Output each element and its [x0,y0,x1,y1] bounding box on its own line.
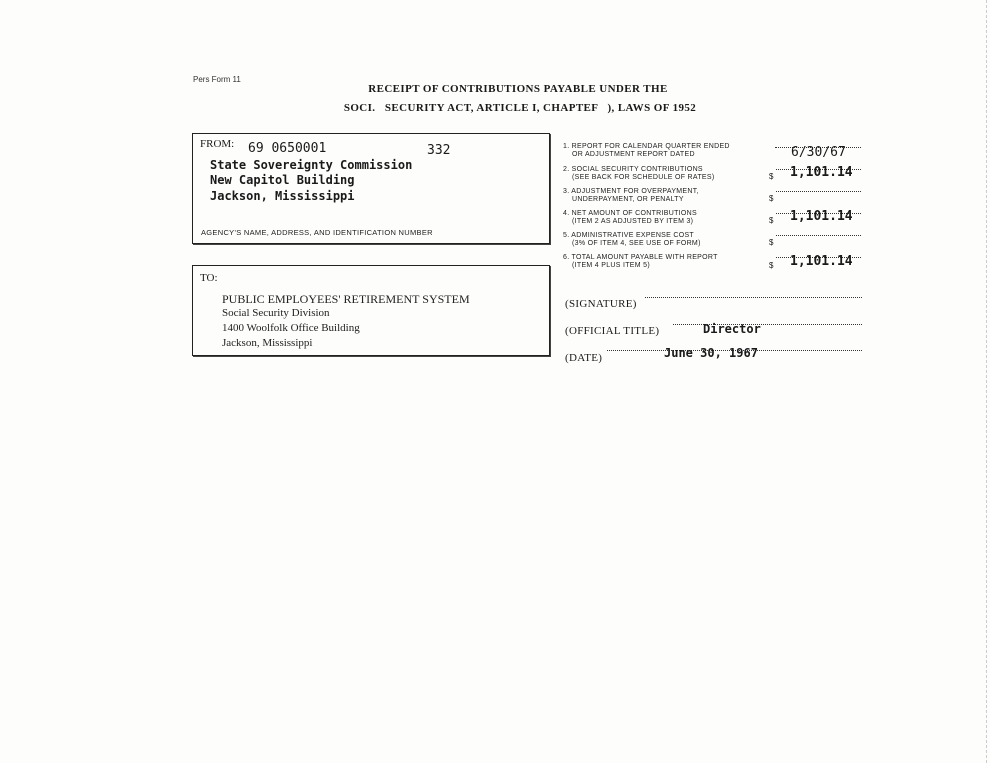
form-number: Pers Form 11 [193,75,241,84]
item-3-label: 3. ADJUSTMENT FOR OVERPAYMENT, UNDERPAYMENT, OR PENALTY [563,188,699,203]
item-4-label: 4. NET AMOUNT OF CONTRIBUTIONS (ITEM 2 AS ADJUSTED BY ITEM 3) [563,210,697,225]
official-title-value: Director [703,322,761,336]
item-4-dollar: $ [769,216,774,225]
agency-address-line2: Jackson, Mississippi [210,189,355,203]
item-6-value: 1,101.14 [790,254,853,269]
to-line4: Jackson, Mississippi [222,337,313,349]
official-title-label: (OFFICIAL TITLE) [565,325,660,337]
item-3-dollar: $ [769,194,774,203]
agency-address-line1: New Capitol Building [210,173,355,187]
form-title-line2: SOCI. SECURITY ACT, ARTICLE I, CHAPTEF ), LAWS OF 1952 [343,102,697,114]
item-3-line [776,191,861,192]
item-1-value: 6/30/67 [791,145,846,160]
to-line2: Social Security Division [222,307,330,319]
item-5-line [776,235,861,236]
item-4-value: 1,101.14 [790,209,853,224]
agency-id-number: 69 0650001 [248,141,327,156]
date-label: (DATE) [565,352,603,364]
item-2-value: 1,101.14 [790,165,853,180]
item-2-dollar: $ [769,172,774,181]
page-edge [986,0,990,763]
signature-label: (SIGNATURE) [565,298,637,310]
date-value: June 30, 1967 [664,346,758,360]
from-label: FROM: [200,138,235,150]
agency-name: State Sovereignty Commission [210,158,413,172]
item-1-label: 1. REPORT FOR CALENDAR QUARTER ENDED OR ADJUSTMENT REPORT DATED [563,143,730,158]
item-6-label: 6. TOTAL AMOUNT PAYABLE WITH REPORT (ITEM 4 PLUS ITEM 5) [563,254,718,269]
item-5-label: 5. ADMINISTRATIVE EXPENSE COST (3% OF ITEM 4, SEE USE OF FORM) [563,232,701,247]
from-box [192,133,550,244]
from-caption: AGENCY'S NAME, ADDRESS, AND IDENTIFICATION NUMBER [201,228,433,237]
item-5-dollar: $ [769,238,774,247]
to-line1: PUBLIC EMPLOYEES' RETIREMENT SYSTEM [222,292,470,306]
agency-code: 332 [427,143,451,158]
item-6-dollar: $ [769,261,774,270]
to-label: TO: [200,272,218,284]
to-line3: 1400 Woolfolk Office Building [222,322,360,334]
official-title-line [673,324,862,325]
form-title-line1: RECEIPT OF CONTRIBUTIONS PAYABLE UNDER THE [368,83,668,95]
signature-line [645,297,862,298]
to-box [192,265,550,356]
item-2-label: 2. SOCIAL SECURITY CONTRIBUTIONS (SEE BACK FOR SCHEDULE OF RATES) [563,166,715,181]
